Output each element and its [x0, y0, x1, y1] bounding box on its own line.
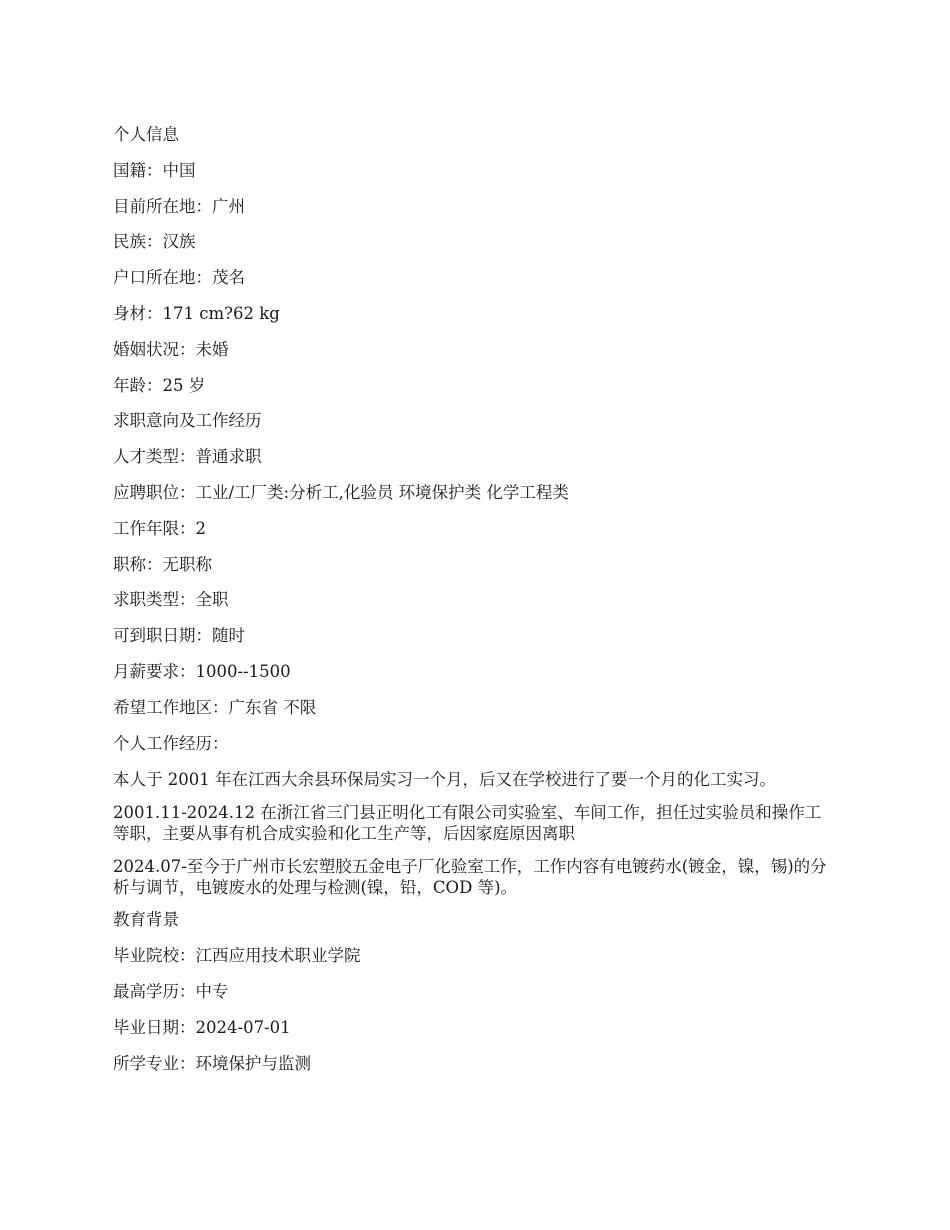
graduation-date: 毕业日期：2024-07-01	[113, 1017, 291, 1037]
job-type: 求职类型：全职	[113, 590, 229, 610]
applied-position: 应聘职位：工业/工厂类:分析工,化验员 环境保护类 化学工程类	[113, 482, 569, 502]
salary-expectation: 月薪要求：1000--1500	[113, 661, 291, 681]
ethnicity: 民族：汉族	[113, 232, 196, 252]
professional-title: 职称：无职称	[113, 554, 212, 574]
section-heading-personal-info: 个人信息	[113, 125, 179, 144]
work-experience-paragraph: 2001.11-2024.12 在浙江省三门县正明化工有限公司实验室、车间工作，担任过实验员和操作工等职，主要从事有机合成实验和化工生产等，后因家庭原因离职	[113, 803, 822, 844]
section-heading-education: 教育背景	[113, 910, 179, 930]
available-date: 可到职日期：随时	[113, 626, 245, 646]
section-heading-job-intent: 求职意向及工作经历	[113, 411, 262, 431]
age: 年龄：25 岁	[113, 375, 206, 395]
work-experience-paragraph: 本人于 2001 年在江西大余县环保局实习一个月，后又在学校进行了要一个月的化工实习。	[113, 770, 776, 790]
resume-document	[113, 125, 835, 1089]
talent-type: 人才类型：普通求职	[113, 447, 262, 467]
work-experience-paragraph: 2024.07-至今于广州市长宏塑胶五金电子厂化验室工作，工作内容有电镀药水(镀金，镍，锡)的分析与调节，电镀废水的处理与检测(镍，铅，COD 等)。	[113, 857, 827, 898]
marital-status: 婚姻状况：未婚	[113, 339, 229, 359]
body-measurements: 身材：171 cm?62 kg	[113, 303, 280, 323]
years-of-work: 工作年限：2	[113, 518, 206, 538]
graduated-school: 毕业院校：江西应用技术职业学院	[113, 946, 361, 966]
major: 所学专业：环境保护与监测	[113, 1053, 311, 1073]
work-experience-heading: 个人工作经历：	[113, 733, 229, 753]
preferred-work-region: 希望工作地区：广东省 不限	[113, 697, 317, 717]
current-location: 目前所在地：广州	[113, 196, 245, 216]
highest-degree: 最高学历：中专	[113, 981, 229, 1001]
nationality: 国籍：中国	[113, 160, 196, 180]
household-registration: 户口所在地：茂名	[113, 268, 245, 288]
